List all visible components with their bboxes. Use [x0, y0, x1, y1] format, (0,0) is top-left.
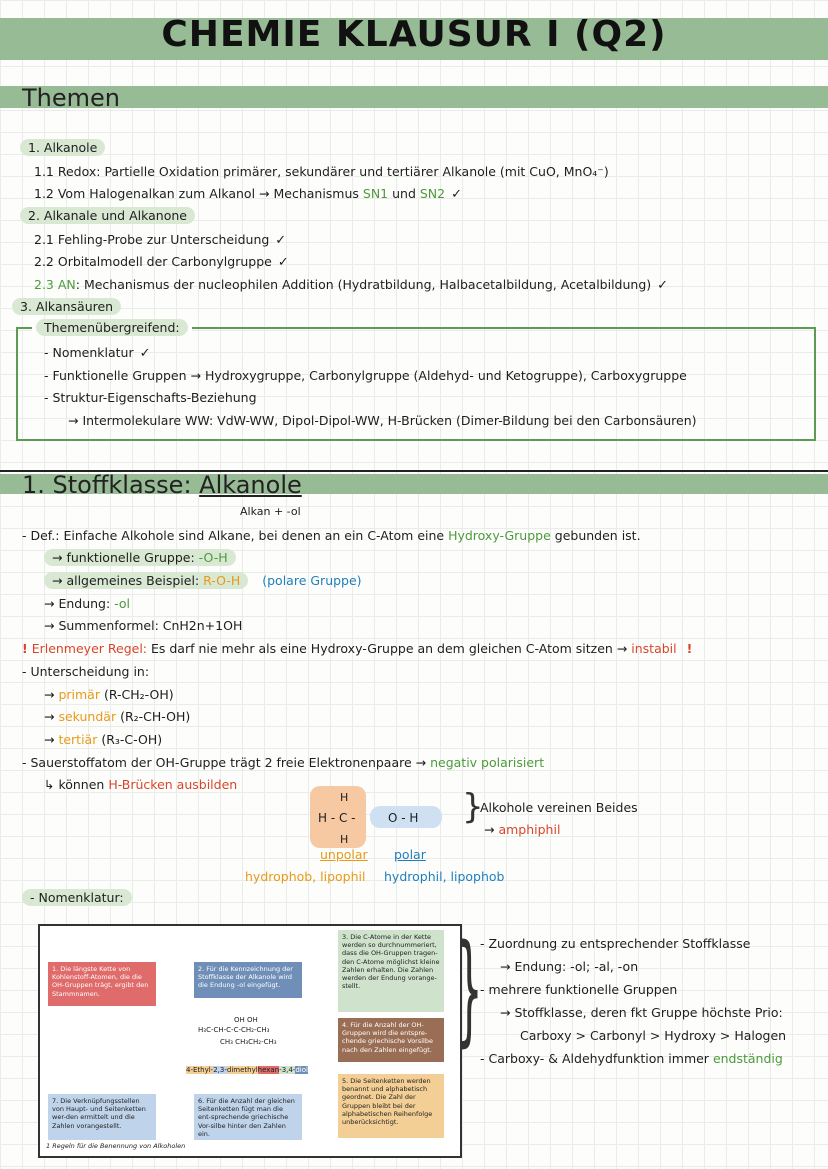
- alkan-ol-note: Alkan + -ol: [240, 505, 301, 518]
- curly-brace-icon: }: [462, 787, 484, 827]
- topic-1-1: 1.1 Redox: Partielle Oxidation primärer, sekundärer und tertiärer Alkanole (mit CuO, MnO₄⁻): [34, 164, 609, 179]
- check-icon: ✓: [277, 255, 289, 270]
- u-struktur: - Struktur-Eigenschafts-Beziehung: [44, 390, 257, 405]
- erlenmeyer-regel: ! Erlenmeyer Regel: Es darf nie mehr als eine Hydroxy-Gruppe an dem gleichen C-Atom sitzen → instabil !: [22, 641, 693, 656]
- allgemeines-beispiel: → allgemeines Beispiel: R-O-H (polare Gruppe): [44, 573, 362, 589]
- amphiphil: → amphiphil: [484, 822, 561, 837]
- sauerstoffatom: - Sauerstoffatom der OH-Gruppe trägt 2 freie Elektronenpaare → negativ polarisiert: [22, 755, 545, 770]
- u-funktionelle: - Funktionelle Gruppen → Hydroxygruppe, Carbonylgruppe (Aldehyd- und Ketogruppe), Carboxygruppe: [44, 368, 687, 383]
- uebergreifend-title: Themenübergreifend:: [32, 320, 192, 336]
- topic-1-2: 1.2 Vom Halogenalkan zum Alkanol → Mechanismus SN1 und SN2 ✓: [34, 186, 463, 202]
- note-mehrere: - mehrere funktionelle Gruppen: [480, 982, 678, 997]
- u-nomenklatur: - Nomenklatur ✓: [44, 345, 151, 361]
- unterscheidung: - Unterscheidung in:: [22, 664, 150, 679]
- page-title: CHEMIE KLAUSUR I (Q2): [161, 14, 667, 55]
- rule-card-5: 5. Die Seitenketten werden benannt und alphabetisch geordnet. Die Zahl der Gruppen bleibt bei der alphabetischen Reihenfolge unberücksichtigt.: [338, 1074, 444, 1138]
- polar-label: polar: [394, 847, 426, 862]
- check-icon: ✓: [275, 233, 287, 248]
- note-zuordnung: - Zuordnung zu entsprechender Stoffklasse: [480, 936, 751, 951]
- struct-oh: O - H: [388, 811, 419, 825]
- rule-card-4: 4. Für die Anzahl der OH-Gruppen wird die entspre-chende griechische Vorsilbe nach den Zahlen eingefügt.: [338, 1018, 444, 1062]
- stoffklasse-heading: 1. Stoffklasse: Alkanole: [22, 471, 302, 499]
- funktionelle-gruppe: → funktionelle Gruppe: -O-H: [44, 550, 236, 566]
- sekundaer: → sekundär (R₂-CH-OH): [44, 709, 191, 724]
- alkohole-vereinen: Alkohole vereinen Beides: [480, 800, 638, 815]
- tertiaer: → tertiär (R₃-C-OH): [44, 732, 163, 747]
- topic-3: 3. Alkansäuren: [12, 299, 121, 315]
- primaer: → primär (R-CH₂-OH): [44, 687, 174, 702]
- rule-card-2: 2. Für die Kennzeichnung der Stoffklasse der Alkanole wird die Endung -ol eingefügt.: [194, 962, 302, 998]
- molecule-bot: CH₃ CH₃CH₂-CH₃: [220, 1038, 277, 1046]
- hydrophil-label: hydrophil, lipophob: [384, 869, 505, 884]
- h-bruecken: ↳ können H-Brücken ausbilden: [44, 777, 238, 792]
- note-reihenfolge: Carboxy > Carbonyl > Hydroxy > Halogen: [520, 1028, 787, 1043]
- definition: - Def.: Einfache Alkohole sind Alkane, bei denen an ein C-Atom eine Hydroxy-Gruppe gebunden ist.: [22, 528, 641, 543]
- u-intermolekular: → Intermolekulare WW: VdW-WW, Dipol-Dipol-WW, H-Brücken (Dimer-Bildung bei den Carbonsäuren): [68, 413, 697, 428]
- check-icon: ✓: [657, 278, 669, 293]
- molecule-top: OH OH: [234, 1016, 258, 1024]
- themen-band: [0, 86, 828, 108]
- endung: → Endung: -ol: [44, 596, 131, 611]
- check-icon: ✓: [139, 346, 151, 361]
- struct-h-bot: H: [340, 833, 349, 846]
- struct-c: H - C -: [318, 811, 356, 825]
- big-brace-icon: }: [456, 920, 483, 1059]
- topic-2: 2. Alkanale und Alkanone: [20, 208, 195, 224]
- check-icon: ✓: [451, 187, 463, 202]
- summenformel: → Summenformel: CnH2n+1OH: [44, 618, 243, 633]
- nomenklatur-label: - Nomenklatur:: [22, 890, 132, 906]
- rule-card-3: 3. Die C-Atome in der Kette werden so durchnummeriert, dass die OH-Gruppen tragen-den C-Atome möglichst kleine Zahlen erhalten. Die Zahlen werden der Endung vorange-stellt.: [338, 930, 444, 1012]
- topic-2-3: 2.3 AN: Mechanismus der nucleophilen Addition (Hydratbildung, Halbacetalbildung, Acetalbildung) ✓: [34, 277, 669, 293]
- hydrophob-label: hydrophob, lipophil: [245, 869, 366, 884]
- nomenclature-sheet: [38, 924, 462, 1158]
- note-endung: → Endung: -ol; -al, -on: [500, 959, 639, 974]
- molecule-mid: H₃C-CH-C-C-CH₂-CH₃: [198, 1026, 270, 1034]
- struct-h-top: H: [340, 791, 349, 804]
- example-name: 4-Ethyl-2,3-dimethylhexan-3,4-diol: [186, 1066, 308, 1074]
- themen-heading: Themen: [22, 84, 120, 112]
- note-endstaendig: - Carboxy- & Aldehydfunktion immer endständig: [480, 1051, 783, 1066]
- unpolar-label: unpolar: [320, 847, 368, 862]
- rule-card-7: 7. Die Verknüpfungsstellen von Haupt- und Seitenketten wer-den ermittelt und die Zahlen vorangestellt.: [48, 1094, 156, 1140]
- topic-2-2: 2.2 Orbitalmodell der Carbonylgruppe ✓: [34, 254, 289, 270]
- sheet-caption: 1 Regeln für die Benennung von Alkoholen: [46, 1142, 186, 1150]
- note-prio: → Stoffklasse, deren fkt Gruppe höchste Prio:: [500, 1005, 783, 1020]
- rule-card-6: 6. Für die Anzahl der gleichen Seitenketten fügt man die ent-sprechende griechische Vor-silbe hinter den Zahlen ein.: [194, 1094, 302, 1140]
- topic-1: 1. Alkanole: [20, 140, 105, 156]
- topic-2-1: 2.1 Fehling-Probe zur Unterscheidung ✓: [34, 232, 287, 248]
- rule-card-1: 1. Die längste Kette von Kohlenstoff-Atomen, die die OH-Gruppen trägt, ergibt den Stammnamen.: [48, 962, 156, 1006]
